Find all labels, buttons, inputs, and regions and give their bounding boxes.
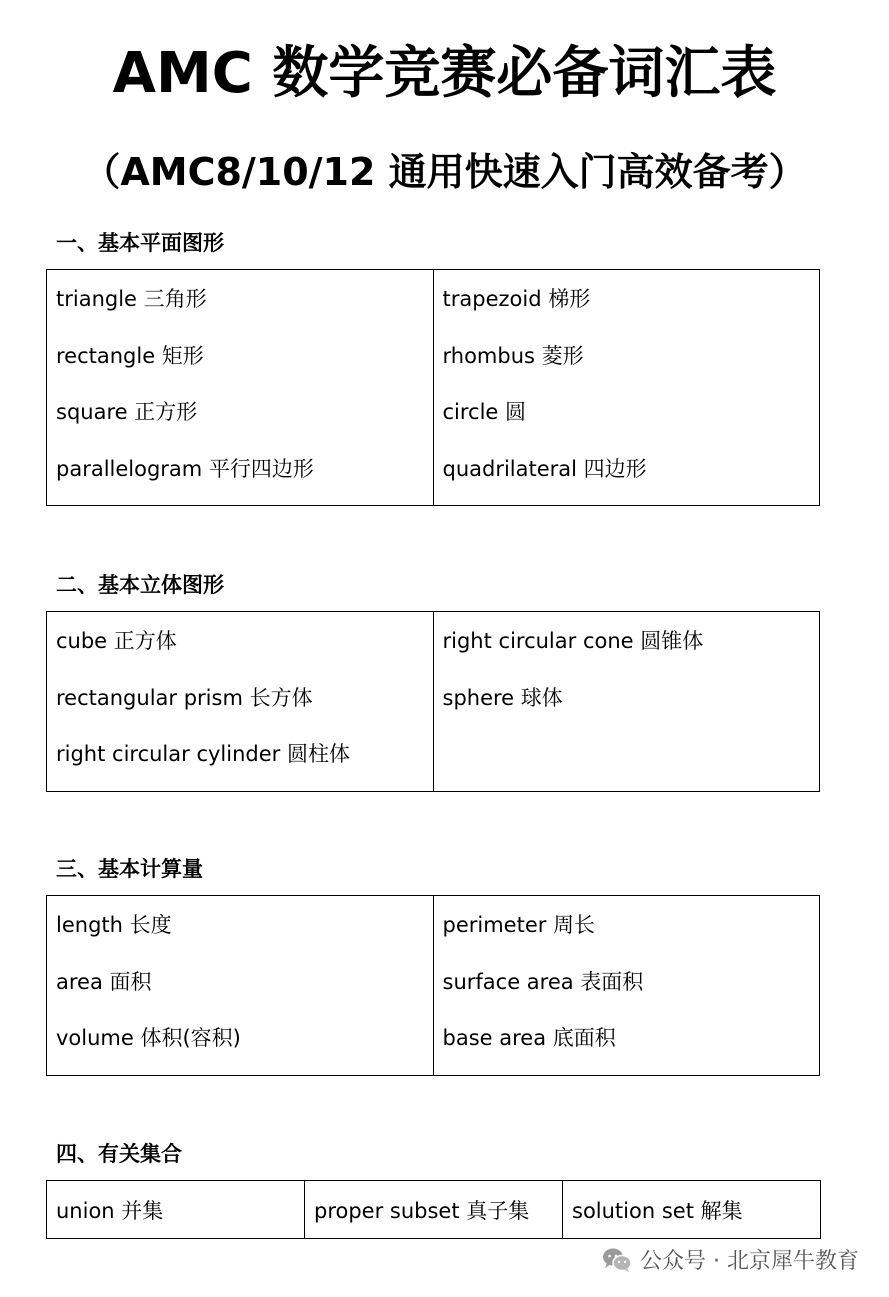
vocab-cell: union 并集 xyxy=(47,1181,305,1239)
vocab-entry: sphere 球体 xyxy=(442,685,563,710)
vocab-entry: length 长度 xyxy=(56,913,172,937)
vocab-entry: right circular cylinder 圆柱体 xyxy=(56,742,350,766)
page-title: AMC 数学竞赛必备词汇表 xyxy=(112,41,777,106)
vocab-entry: trapezoid 梯形 xyxy=(442,287,591,311)
vocab-entry: quadrilateral 四边形 xyxy=(442,456,647,481)
vocab-entry: rectangle 矩形 xyxy=(56,343,204,368)
vocab-column-right xyxy=(433,270,820,506)
vocab-column-left xyxy=(47,270,434,506)
vocab-column-left xyxy=(47,896,434,1076)
vocab-table-sets xyxy=(46,1180,821,1239)
vocab-entry: cube 正方体 xyxy=(56,629,177,653)
vocab-entry: base area 底面积 xyxy=(442,1026,616,1050)
section-heading-measurements: 三、基本计算量 xyxy=(56,857,203,881)
section-heading-plane-figures: 一、基本平面图形 xyxy=(56,231,224,255)
vocab-entry: rhombus 菱形 xyxy=(442,343,584,368)
vocab-entry: right circular cone 圆锥体 xyxy=(442,629,704,653)
vocab-entry: surface area 表面积 xyxy=(442,969,644,994)
vocab-entry: square 正方形 xyxy=(56,400,198,424)
vocab-table-solid-figures xyxy=(46,611,820,792)
vocab-cell: proper subset 真子集 xyxy=(305,1181,563,1239)
vocab-entry: parallelogram 平行四边形 xyxy=(56,456,314,481)
wechat-icon xyxy=(602,1247,632,1273)
vocab-table-plane-figures xyxy=(46,269,820,506)
vocab-entry: triangle 三角形 xyxy=(56,287,207,311)
watermark-text: 公众号 · 北京犀牛教育 xyxy=(640,1249,859,1274)
vocab-table-measurements xyxy=(46,895,820,1076)
vocab-entry: volume 体积(容积) xyxy=(56,1026,241,1050)
vocab-entry: area 面积 xyxy=(56,969,152,994)
vocab-column-right xyxy=(433,612,820,792)
page-subtitle: （AMC8/10/12 通用快速入门高效备考） xyxy=(82,150,807,194)
vocab-entry: circle 圆 xyxy=(442,400,527,424)
vocab-cell: solution set 解集 xyxy=(563,1181,821,1239)
section-heading-sets: 四、有关集合 xyxy=(56,1142,182,1166)
section-heading-solid-figures: 二、基本立体图形 xyxy=(56,573,224,597)
watermark xyxy=(602,1244,859,1275)
vocab-entry: perimeter 周长 xyxy=(442,913,596,937)
vocab-entry: rectangular prism 长方体 xyxy=(56,685,313,710)
vocab-column-right xyxy=(433,896,820,1076)
vocab-column-left xyxy=(47,612,434,792)
